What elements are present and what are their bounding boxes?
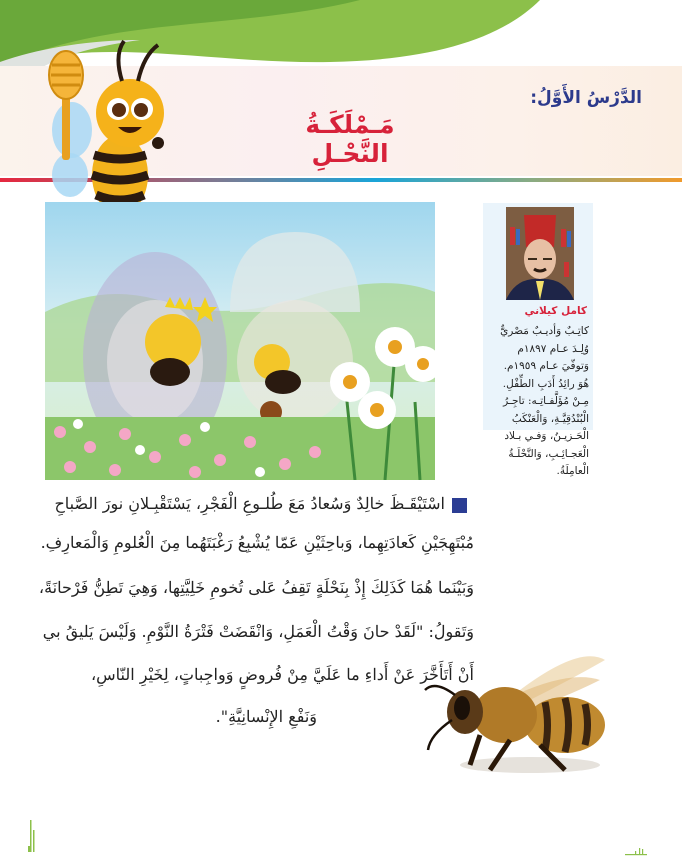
author-bio-line: الْعَجـائِـبِ، وَالنَّحْلَـةُ (508, 447, 589, 460)
author-bio-line: وُلِـدَ عـام ١٨٩٧م (517, 342, 589, 355)
passage-line: مُبْتَهِجَيْنِ كَعادَتِهِما، وَباحِثَيْنِ عَمّا يُشْبِعُ رَغْبَتَهُما مِنَ الْعُلومِ وَالْمَعارِفِ. (40, 533, 474, 552)
passage-line: وَبَيْنَما هُمَا كَذَلِكَ إِذْ بِنَحْلَةٍ تَقِفُ عَلى تُخومِ خَلِيَّتِها، وَهِيَ تَطِنُّ فَرْحانَةً، (38, 578, 474, 597)
bee-mascot-icon (30, 35, 180, 220)
passage-line: اسْتَيْقَـظَ خالِدٌ وَسُعادُ مَعَ طُلـوعِ الْفَجْرِ، يَسْتَقْبِـلانِ نورَ الصَّباحِ (54, 494, 445, 513)
footer-left-ornament-icon (28, 820, 36, 852)
author-bio-line: كاتِـبٌ وَأديـبٌ مَصْريٌّ (500, 325, 589, 337)
author-portrait (506, 207, 574, 300)
author-name: كامل كيلاني (524, 305, 587, 317)
honeybee-photo (420, 640, 620, 780)
passage-line: وَنَفْعِ الإِنْسانِيَّةِ". (215, 707, 317, 726)
author-bio-line: الْعامِلَةُ. (556, 465, 589, 477)
author-bio (483, 323, 589, 481)
author-bio-line: مِـنْ مُؤَلَّفـاتِـه: تاجِـرُ (503, 395, 589, 407)
author-bio-line: هُوَ رائِدُ أَدَبِ الطِّفْلِ. (502, 377, 589, 390)
story-illustration (45, 202, 435, 480)
author-bio-line: الْبُنْدُقِيَّـةِ، وَالْعَنْكَبُ (511, 412, 589, 425)
lesson-title: مَـمْلَكَـةُ النَّحْـلِ (305, 110, 395, 168)
paragraph-marker-icon (452, 498, 467, 513)
passage-line: أَنْ أَتَأَخَّرَ عَنْ أَداءِ ما عَلَيَّ مِنْ فُروضٍ وَواجِباتٍ، لِخَيْرِ النّاسِ، (90, 665, 474, 684)
author-bio-line: الْحَـزيـنُ، وَفـي بـلاد (504, 430, 589, 442)
author-bio-line: وَتوفّيَ عـام ١٩٥٩م. (503, 360, 589, 372)
passage-line: وَتَقولُ: "لَقَدْ حانَ وَقْتُ الْعَمَلِ، وَانْقَضَتْ فَتْرَةُ النَّوْمِ. وَلَيْسَ يَليقُ بي (42, 622, 474, 641)
lesson-number-label: الدَّرْسُ الأَوَّلُ: (530, 88, 642, 108)
footer-page-mark-icon (625, 848, 647, 856)
